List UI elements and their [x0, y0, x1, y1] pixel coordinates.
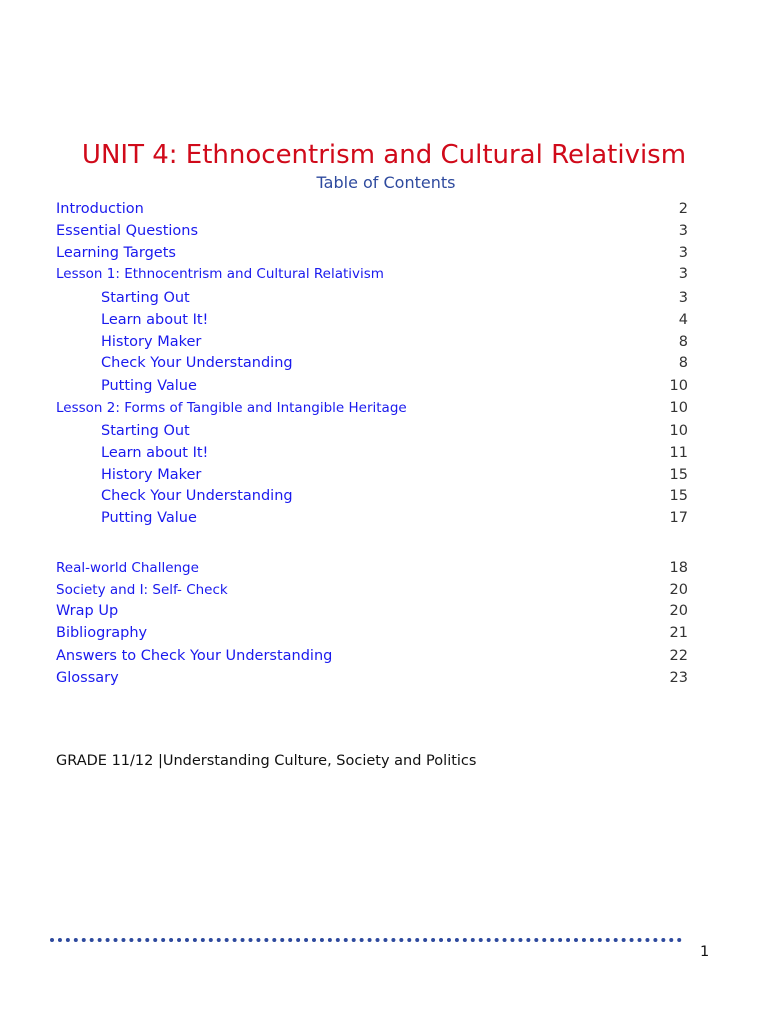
toc-entry-l2-starting-out[interactable] [56, 420, 688, 442]
toc-entry-page: 18 [669, 560, 688, 576]
toc-entry-label[interactable]: Learn about It! [101, 312, 209, 328]
toc-entry-bibliography[interactable] [56, 622, 688, 644]
dotted-divider [50, 938, 682, 942]
toc-entry-introduction[interactable] [56, 198, 688, 220]
toc-entry-lesson-2[interactable] [56, 397, 688, 419]
toc-entry-answers[interactable] [56, 645, 688, 667]
toc-entry-label[interactable]: Lesson 1: Ethnocentrism and Cultural Relativism [56, 266, 384, 282]
toc-entry-page: 11 [669, 445, 688, 461]
course-footer: GRADE 11/12 |Understanding Culture, Society and Politics [56, 753, 477, 769]
toc-entry-page: 3 [678, 223, 688, 239]
toc-entry-label[interactable]: History Maker [101, 334, 202, 350]
toc-entry-page: 8 [678, 334, 688, 350]
toc-entry-page: 10 [669, 400, 688, 416]
toc-entry-page: 15 [669, 467, 688, 483]
toc-entry-real-world-challenge[interactable] [56, 557, 688, 579]
toc-entry-label[interactable]: Learning Targets [56, 245, 176, 261]
toc-entry-wrap-up[interactable] [56, 600, 688, 622]
toc-entry-label[interactable]: Starting Out [101, 423, 190, 439]
toc-entry-label[interactable]: Answers to Check Your Understanding [56, 648, 333, 664]
toc-entry-label[interactable]: Introduction [56, 201, 144, 217]
toc-entry-l1-history-maker[interactable] [56, 331, 688, 353]
toc-entry-page: 20 [669, 582, 688, 598]
toc-entry-l2-history-maker[interactable] [56, 464, 688, 486]
toc-entry-label[interactable]: Learn about It! [101, 445, 209, 461]
document-title: UNIT 4: Ethnocentrism and Cultural Relativism [81, 140, 687, 170]
toc-entry-label[interactable]: Bibliography [56, 625, 148, 641]
toc-entry-page: 20 [669, 603, 688, 619]
toc-entry-page: 8 [678, 355, 688, 371]
toc-entry-l2-putting-value[interactable] [56, 507, 688, 529]
toc-entry-label[interactable]: Glossary [56, 670, 119, 686]
toc-entry-l2-check-your-understanding[interactable] [56, 485, 688, 507]
toc-entry-page: 3 [678, 266, 688, 282]
toc-entry-page: 4 [678, 312, 688, 328]
toc-entry-l1-starting-out[interactable] [56, 287, 688, 309]
toc-entry-label[interactable]: Essential Questions [56, 223, 199, 239]
toc-entry-label[interactable]: Starting Out [101, 290, 190, 306]
toc-entry-label[interactable]: Real-world Challenge [56, 560, 199, 576]
toc-entry-label[interactable]: Check Your Understanding [101, 488, 293, 504]
toc-entry-l1-putting-value[interactable] [56, 375, 688, 397]
toc-entry-essential-questions[interactable] [56, 220, 688, 242]
toc-entry-self-check[interactable] [56, 579, 688, 601]
toc-entry-page: 23 [669, 670, 688, 686]
toc-entry-page: 22 [669, 648, 688, 664]
toc-entry-label[interactable]: History Maker [101, 467, 202, 483]
page-number: 1 [700, 944, 710, 960]
toc-entry-page: 17 [669, 510, 688, 526]
toc-entry-page: 2 [678, 201, 688, 217]
toc-entry-glossary[interactable] [56, 667, 688, 689]
toc-entry-l2-learn-about-it[interactable] [56, 442, 688, 464]
toc-entry-page: 3 [678, 290, 688, 306]
toc-entry-label[interactable]: Putting Value [101, 510, 197, 526]
toc-entry-l1-learn-about-it[interactable] [56, 309, 688, 331]
toc-entry-page: 15 [669, 488, 688, 504]
toc-entry-page: 10 [669, 378, 688, 394]
toc-entry-lesson-1[interactable] [56, 263, 688, 285]
toc-entry-label[interactable]: Putting Value [101, 378, 197, 394]
toc-entry-page: 3 [678, 245, 688, 261]
toc-entry-label[interactable]: Wrap Up [56, 603, 119, 619]
toc-entry-page: 10 [669, 423, 688, 439]
toc-entry-l1-check-your-understanding[interactable] [56, 352, 688, 374]
toc-entry-label[interactable]: Society and I: Self- Check [56, 582, 228, 598]
toc-entry-label[interactable]: Check Your Understanding [101, 355, 293, 371]
toc-entry-label[interactable]: Lesson 2: Forms of Tangible and Intangible Heritage [56, 400, 407, 416]
table-of-contents-heading: Table of Contents [316, 173, 456, 192]
toc-entry-learning-targets[interactable] [56, 242, 688, 264]
toc-entry-page: 21 [669, 625, 688, 641]
